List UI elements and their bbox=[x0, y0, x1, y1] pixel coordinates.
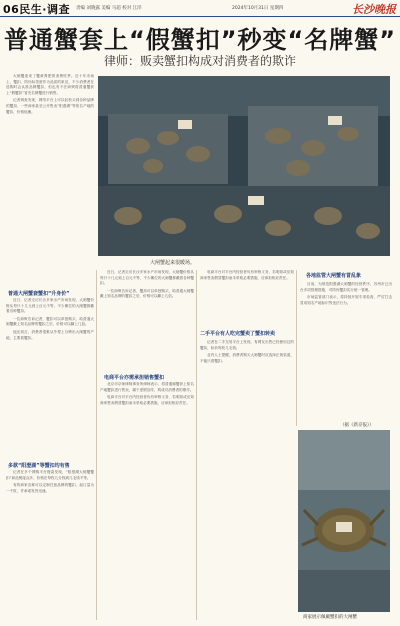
paragraph: 近日，记者走访长沙多家水产市场发现，大闸蟹价格从每只十几元到上百元不等，不少摊位的大闸蟹都戴着各种蟹扣。 bbox=[6, 298, 94, 314]
photo-caption: 大闸蟹起来很暖场。 bbox=[150, 260, 196, 266]
paragraph: 北京市京师律师事务所律师表示，将普通螃蟹套上知名产地蟹扣进行售卖，属于虚假宣传，构成对消费者的欺诈。 bbox=[100, 382, 194, 392]
paragraph: 记者调查发现，网络平台上可以轻松买到各种品牌的蟹扣，一些商家甚至公开售卖“阳澄湖”等知名产地的蟹扣，价格低廉。 bbox=[6, 98, 94, 114]
column-divider bbox=[296, 270, 297, 426]
section1-title: 普通大闸蟹套蟹扣“升身价” bbox=[8, 291, 70, 297]
crab-market-photo bbox=[98, 76, 390, 256]
paragraph: 电商平台对平台内经营者负有审核义务，若明知或应知商家售卖假冒蟹扣而未采取必要措施，应承担相应责任。 bbox=[100, 395, 194, 405]
byline: （据《新京报》） bbox=[340, 423, 374, 428]
paragraph: 大闸蟹迎来了蟹黄膏肥的消费旺季。近十年市场上，蟹扣、防伪标签被作为品质的象征，不少消费者在选购时会认准品牌蟹扣，但也有不法商贩将普通蟹套上“假蟹扣”冒充名牌蟹进行销售。 bbox=[6, 74, 94, 95]
section-title: 06民生·调查 bbox=[3, 3, 70, 16]
section5-title: 各地监管大闸蟹有冒乱象 bbox=[306, 273, 362, 279]
column-4 bbox=[300, 282, 392, 422]
paragraph: 市场监管部门表示，将持续开展专项检查，严厉打击冒用知名产地标识等违法行为。 bbox=[300, 295, 392, 305]
section4-title: 二手平台有人吃完蟹卖了蟹扣转卖 bbox=[200, 331, 276, 337]
paragraph: 近日，记者走访长沙多家水产市场发现，大闸蟹价格从每只十几元到上百元不等，不少摊位的大闸蟹都戴着各种蟹扣。 bbox=[100, 270, 194, 286]
subheadline: 律师：贩卖蟹扣构成对消费者的欺诈 bbox=[103, 54, 296, 68]
paragraph: 电商平台对平台内经营者负有审核义务，若明知或应知商家售卖假冒蟹扣而未采取必要措施，应承担相应责任。 bbox=[200, 270, 294, 280]
column-divider bbox=[196, 270, 197, 620]
column-3 bbox=[200, 270, 294, 326]
paragraph: 他还坦言，消费者很难从外观上分辨出大闸蟹的产地，主要看蟹扣。 bbox=[6, 329, 94, 340]
crab-with-tag-photo bbox=[298, 430, 390, 612]
column-1 bbox=[6, 298, 94, 458]
masthead bbox=[0, 0, 400, 17]
paragraph: 一位商贩告诉记者，蟹扣可以单独购买，给普通大闸蟹戴上知名品牌的蟹扣之后，价格可以翻上几倍。 bbox=[100, 288, 194, 299]
paragraph: 有的商家宣称可以定制任意品牌的蟹扣，起订量为一千枚，并承诺发货迅速。 bbox=[6, 483, 94, 493]
column-2b bbox=[100, 382, 194, 618]
paragraph: 记者在二手交易平台上发现，有网友出售已经使用过的蟹扣，标价每枚几毛钱。 bbox=[200, 340, 294, 350]
section2-title: 多款“阳澄湖”等蟹扣均有售 bbox=[8, 463, 70, 469]
column-1b bbox=[6, 470, 94, 618]
column-divider bbox=[96, 270, 97, 620]
column-3b bbox=[200, 340, 294, 618]
paragraph: 记者在多个网购平台搜索发现，“阳澄湖大闸蟹蟹扣”商品链接众多，价格在每枚几分钱到几毛钱不等。 bbox=[6, 470, 94, 480]
paragraph: 业内人士提醒，消费者购买大闸蟹时应选择正规渠道，不能只看蟹扣。 bbox=[200, 353, 294, 363]
photo2-caption: 商家展示佩戴蟹扣的大闸蟹 bbox=[303, 615, 357, 620]
section3-title: 电商平台亦需承担销售蟹扣 bbox=[104, 375, 165, 381]
editors-line: 责编 刘晓露 美编 马超 校对 江洋 bbox=[76, 6, 142, 11]
headline: 普通蟹套上“假蟹扣”秒变“名牌蟹” bbox=[3, 26, 397, 54]
paragraph: 一位商贩告诉记者，蟹扣可以单独购买，给普通大闸蟹戴上知名品牌的蟹扣之后，价格可以翻上几倍。 bbox=[6, 316, 94, 327]
column-2 bbox=[100, 270, 194, 370]
newspaper-logo: 长沙晚报 bbox=[352, 3, 396, 16]
publication-date: 2024年10月31日 星期四 bbox=[232, 6, 284, 11]
lead-column bbox=[6, 74, 94, 286]
paragraph: 目前，为规范阳澄湖大闸蟹的经营秩序，苏州市已出台多项管理措施，对防伪蟹扣实行统一管理。 bbox=[300, 282, 392, 292]
